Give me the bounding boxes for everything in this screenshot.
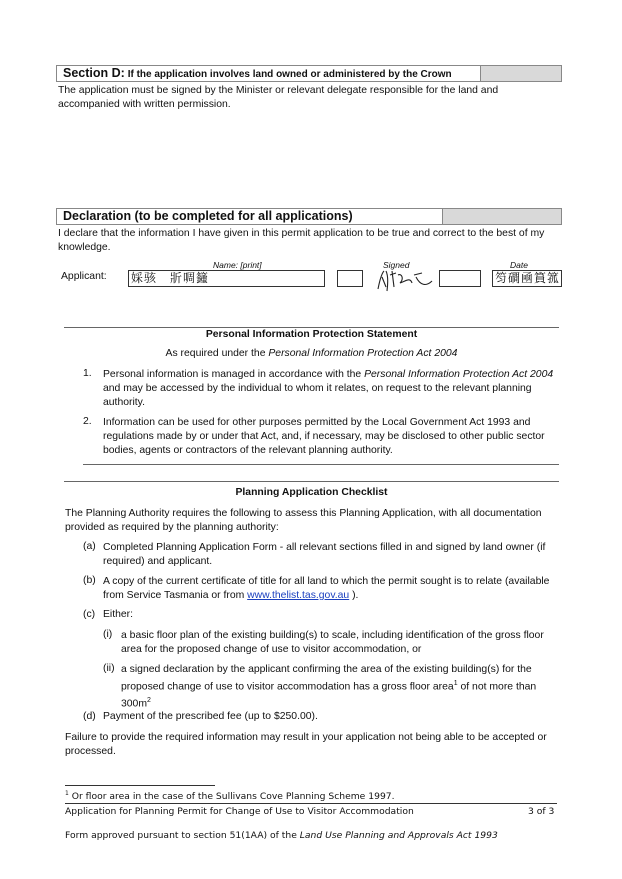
checklist-item-text: Payment of the prescribed fee (up to $250.00). bbox=[103, 711, 318, 722]
footer-rule bbox=[65, 803, 557, 804]
checklist-item-a bbox=[103, 541, 545, 569]
privacy-item-text: regulations made by or under that Act, and, if necessary, may be disclosed to other public sector bbox=[103, 431, 545, 442]
divider bbox=[83, 464, 559, 465]
declaration-heading: Declaration (to be completed for all applications) bbox=[63, 209, 353, 223]
checklist-title: Planning Application Checklist bbox=[235, 487, 388, 498]
checklist-subitem-text: of not more than bbox=[457, 681, 537, 693]
checklist-item-text: Completed Planning Application Form - all relevant sections filled in and signed by land owner (if bbox=[103, 542, 546, 553]
checklist-intro-line: The Planning Authority requires the following to assess this Planning Application, with all documentation bbox=[65, 508, 542, 519]
declaration-text bbox=[58, 227, 544, 255]
signed-label: Signed bbox=[383, 260, 410, 270]
section-d-header-shade bbox=[480, 66, 561, 81]
declaration-title bbox=[63, 209, 353, 223]
privacy-item-text: Personal information is managed in accordance with the bbox=[103, 369, 365, 380]
checklist-item-text: A copy of the current certificate of title for all land to which the permit sought is to relate (available bbox=[103, 576, 550, 587]
checklist-item-label: (c) bbox=[83, 609, 96, 620]
checklist-item-label: (d) bbox=[83, 711, 96, 722]
declaration-text-line: knowledge. bbox=[58, 242, 111, 253]
privacy-subtitle-act: Personal Information Protection Act 2004 bbox=[268, 348, 458, 359]
checklist-subitem-text: 300m bbox=[121, 698, 147, 710]
thelist-link[interactable]: www.thelist.tas.gov.au bbox=[247, 590, 350, 601]
section-d-text-line: accompanied with written permission. bbox=[58, 99, 231, 110]
name-label: Name: [print] bbox=[213, 260, 262, 270]
applicant-label: Applicant: bbox=[61, 271, 107, 282]
privacy-item-text: and may be accessed by the individual to whom it relates, on request to the relevant planning bbox=[103, 383, 532, 394]
checklist-subitem-label: (ii) bbox=[103, 663, 115, 674]
declaration-text-line: I declare that the information I have given in this permit application to be true and correct to the best of my bbox=[58, 228, 545, 239]
divider bbox=[64, 481, 559, 482]
privacy-subtitle bbox=[64, 348, 559, 359]
footnote bbox=[65, 790, 395, 802]
footnote-mark: 1 bbox=[65, 790, 69, 797]
section-d-heading: Section D: bbox=[63, 66, 125, 80]
checklist-intro bbox=[65, 507, 542, 535]
section-d-subheading: If the application involves land owned or administered by the Crown bbox=[127, 69, 452, 80]
privacy-item-text: bodies, agents or contractors of the relevant planning authority. bbox=[103, 445, 393, 456]
footnote-rule bbox=[65, 785, 215, 786]
privacy-subtitle-prefix: As required under the bbox=[165, 348, 269, 359]
signature-scribble-icon bbox=[372, 265, 436, 293]
checklist-item-label: (a) bbox=[83, 541, 96, 552]
footnote-text: Or floor area in the case of the Sullivans Cove Planning Scheme 1997. bbox=[68, 791, 395, 803]
declaration-header bbox=[56, 208, 562, 225]
footer-doc-title: Application for Planning Permit for Change of Use to Visitor Accommodation bbox=[65, 806, 414, 817]
checklist-subitem-i bbox=[121, 629, 544, 657]
privacy-item bbox=[103, 416, 545, 458]
page-number: 3 of 3 bbox=[528, 806, 555, 817]
checklist-subitem-text: area for the proposed change of use to visitor accommodation, or bbox=[121, 644, 422, 655]
footnote-ref[interactable]: 1 bbox=[453, 680, 458, 687]
declaration-header-shade bbox=[442, 209, 561, 224]
checklist-item-label: (b) bbox=[83, 575, 96, 586]
checklist-item-text: from Service Tasmania or from bbox=[103, 590, 248, 601]
privacy-item-text: Information can be used for other purposes permitted by the Local Government Act 1993 and bbox=[103, 417, 531, 428]
checklist-failure-line: processed. bbox=[65, 746, 116, 757]
checklist-subitem-text: proposed change of use to visitor accommodation has a gross floor area bbox=[121, 681, 454, 693]
checklist-item-text: ). bbox=[349, 590, 359, 601]
checklist-subitem-text: a basic floor plan of the existing building(s) to scale, including identification of the gross floor bbox=[121, 630, 544, 641]
checklist-subitem-text: a signed declaration by the applicant confirming the area of the existing building(s) for the bbox=[121, 664, 532, 675]
superscript: 2 bbox=[147, 697, 151, 705]
footer-form-note bbox=[65, 830, 498, 841]
signature-box-right[interactable] bbox=[439, 270, 481, 287]
section-d-title bbox=[63, 66, 452, 80]
checklist-subitem-ii bbox=[121, 663, 536, 712]
footer-form-act: Land Use Planning and Approvals Act 1993 bbox=[299, 830, 498, 841]
section-d-text bbox=[58, 84, 498, 112]
signature-box-left[interactable] bbox=[337, 270, 363, 287]
checklist-failure-line: Failure to provide the required information may result in your application not being able to be accepted or bbox=[65, 732, 547, 743]
privacy-item-text: authority. bbox=[103, 397, 145, 408]
privacy-item bbox=[103, 368, 553, 410]
checklist-item-text: Either: bbox=[103, 609, 134, 620]
privacy-title: Personal Information Protection Statement bbox=[205, 329, 418, 340]
checklist-item-b bbox=[103, 575, 549, 603]
applicant-name-field[interactable]: 婇骇 斨啁籦 bbox=[128, 270, 325, 287]
checklist-intro-line: provided as required by the planning authority: bbox=[65, 522, 279, 533]
privacy-item-number: 2. bbox=[83, 416, 92, 427]
date-field[interactable]: 笉磵凾篔箛 bbox=[492, 270, 562, 287]
privacy-item-act: Personal Information Protection Act 2004 bbox=[364, 369, 554, 380]
section-d-text-line: The application must be signed by the Minister or relevant delegate responsible for the land and bbox=[58, 85, 499, 96]
checklist-failure bbox=[65, 731, 547, 759]
section-d-header bbox=[56, 65, 562, 82]
signature-image bbox=[372, 265, 436, 293]
checklist-item-text: required) and applicant. bbox=[103, 556, 213, 567]
divider bbox=[64, 327, 559, 328]
date-label: Date bbox=[510, 260, 528, 270]
privacy-item-number: 1. bbox=[83, 368, 92, 379]
footer-form-prefix: Form approved pursuant to section 51(1AA) of the bbox=[65, 830, 300, 841]
checklist-subitem-label: (i) bbox=[103, 629, 113, 640]
